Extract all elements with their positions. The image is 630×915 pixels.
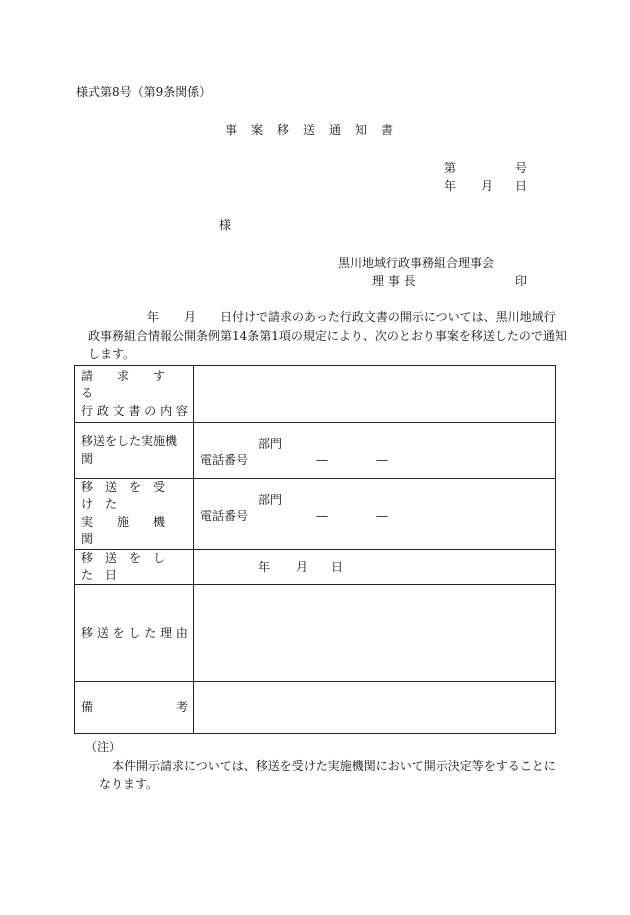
transferring-dept: 部門 xyxy=(258,437,283,451)
transferring-agency-value xyxy=(194,423,556,479)
doc-number-prefix: 第 xyxy=(444,161,457,175)
transfer-date-day: 日 xyxy=(331,559,344,574)
note-heading: （注） xyxy=(85,740,122,754)
table-row xyxy=(75,549,556,585)
table-row xyxy=(75,423,556,479)
table-row xyxy=(75,479,556,550)
doc-number-suffix: 号 xyxy=(515,161,528,175)
date-day: 日 xyxy=(515,179,528,193)
body-month: 月 xyxy=(184,310,197,324)
transfer-date-year: 年 xyxy=(258,559,271,574)
transfer-reason-label-text: 移 送 を し た 理 由 xyxy=(81,625,188,640)
sender-organization: 黒川地域行政事務組合理事会 xyxy=(338,256,495,270)
transfer-table xyxy=(74,365,556,734)
form-number: 様式第8号（第9条関係） xyxy=(76,85,212,99)
transferring-agency-label-text: 移送をした実施機関 xyxy=(81,434,178,466)
transferring-phone-label: 電話番号 xyxy=(200,453,249,467)
remarks-label-left: 備 xyxy=(81,700,94,715)
receiving-agency-label-line-1: 移 送 を 受 け た xyxy=(81,480,178,512)
note-line-1: 本件開示請求については、移送を受けた実施機関において開示決定等をすることに xyxy=(112,759,556,773)
body-line-3: します。 xyxy=(88,347,136,361)
recipient-suffix: 様 xyxy=(219,218,232,232)
receiving-agency-label xyxy=(75,479,194,550)
receiving-agency-value xyxy=(194,479,556,550)
document-title: 事 案 移 送 通 知 書 xyxy=(225,123,395,137)
transferring-agency-label xyxy=(75,423,194,479)
seal-mark: 印 xyxy=(515,274,528,288)
sender-title: 理 事 長 xyxy=(372,274,416,288)
receiving-dept: 部門 xyxy=(258,493,283,507)
transferring-phone-dash-2: — xyxy=(376,453,388,467)
body-year: 年 xyxy=(147,310,160,324)
transfer-reason-label xyxy=(75,585,194,682)
receiving-phone-dash-1: — xyxy=(316,509,328,523)
receiving-agency-label-line-2: 実 施 機 関 xyxy=(81,514,190,547)
remarks-value xyxy=(194,682,556,734)
transfer-date-label xyxy=(75,549,194,585)
remarks-label-text xyxy=(81,699,188,716)
transfer-date-month: 月 xyxy=(296,559,309,574)
body-line-2: 政事務組合情報公開条例第14条第1項の規定により、次のとおり事案を移送したので通知 xyxy=(88,329,567,343)
remarks-label-right: 考 xyxy=(175,700,188,715)
table-row xyxy=(75,585,556,682)
requested-document-value xyxy=(194,366,556,423)
requested-document-label-line-1: 請 求 す る xyxy=(81,368,190,401)
date-year: 年 xyxy=(444,179,457,193)
requested-document-label xyxy=(75,366,194,423)
requested-document-label-line-2: 行 政 文 書 の 内 容 xyxy=(81,403,188,418)
table-row xyxy=(75,682,556,734)
receiving-phone-dash-2: — xyxy=(376,509,388,523)
remarks-label xyxy=(75,682,194,734)
transfer-date-value xyxy=(194,549,556,585)
date-month: 月 xyxy=(481,179,494,193)
body-line-1: 日付けで請求のあった行政文書の開示については、黒川地域行 xyxy=(220,310,556,324)
transfer-reason-value xyxy=(194,585,556,682)
receiving-phone-label: 電話番号 xyxy=(200,509,249,523)
table-row xyxy=(75,366,556,423)
transferring-phone-dash-1: — xyxy=(316,453,328,467)
note-line-2: なります。 xyxy=(99,777,159,791)
transfer-date-label-text: 移 送 を し た 日 xyxy=(81,550,178,582)
